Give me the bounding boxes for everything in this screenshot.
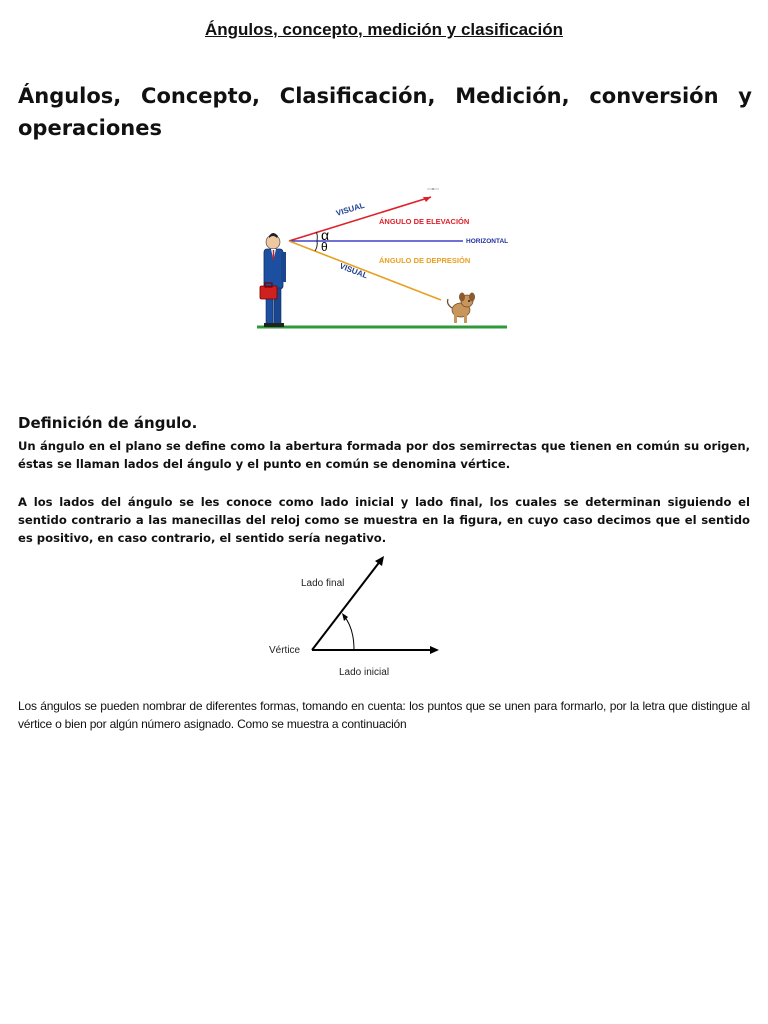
angles-elevation-depression-figure bbox=[255, 180, 525, 335]
initial-side-label: Lado inicial bbox=[339, 667, 390, 678]
final-side-label: Lado final bbox=[301, 578, 345, 589]
section-title: Definición de ángulo. bbox=[18, 414, 198, 432]
main-title: Ángulos, Concepto, Clasificación, Medición, conversión y operaciones bbox=[18, 84, 752, 140]
elevation-label: ÁNGULO DE ELEVACIÓN bbox=[379, 217, 470, 226]
angle-arc bbox=[344, 616, 354, 650]
visual-top-label: VISUAL bbox=[334, 200, 366, 218]
alpha-label: α bbox=[321, 227, 330, 243]
depression-label: ÁNGULO DE DEPRESIÓN bbox=[379, 256, 471, 265]
final-side-line bbox=[312, 560, 381, 650]
vertex-label: Vértice bbox=[269, 645, 301, 656]
angle-sides-figure bbox=[262, 552, 452, 684]
definition-paragraph: Un ángulo en el plano se define como la abertura formada por dos semirrectas que tienen en común su origen, éstas se llaman lados del ángulo y el punto en común se denomina vértice. bbox=[18, 439, 750, 471]
naming-paragraph: Los ángulos se pueden nombrar de diferentes formas, tomando en cuenta: los puntos que se unen para formarlo, por la letra que distingue al vértice o bien por algún número asignado. Como se muestra a continuación bbox=[18, 699, 750, 731]
page-header: Ángulos, concepto, medición y clasificación bbox=[204, 20, 564, 39]
man-figure bbox=[260, 233, 286, 327]
sides-paragraph: A los lados del ángulo se les conoce como lado inicial y lado final, los cuales se determinan siguiendo el sentido contrario a las manecillas del reloj como se muestra en la figura, en cuyo caso decimos que el sentido es positivo, en caso contrario, el sentido sería negativo. bbox=[18, 495, 750, 545]
dog-figure bbox=[448, 293, 476, 324]
horizontal-label: HORIZONTAL bbox=[466, 238, 509, 245]
theta-label: θ bbox=[321, 240, 328, 254]
visual-bottom-label: VISUAL bbox=[338, 261, 369, 281]
